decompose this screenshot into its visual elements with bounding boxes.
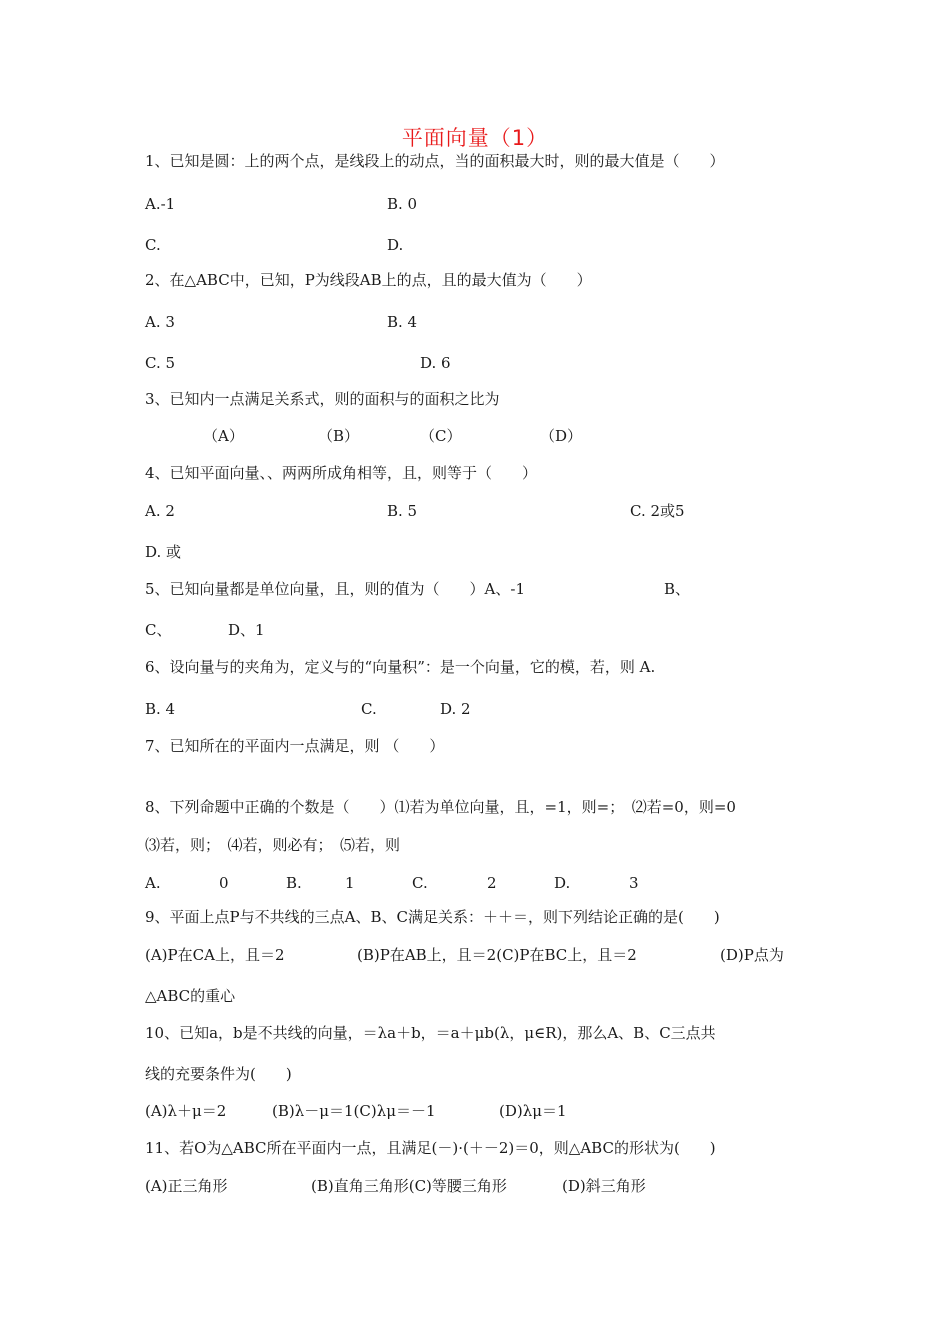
question-7-stem: 7、已知所在的平面内一点满足，则 （ ） — [145, 737, 445, 755]
question-11-stem: 11、若O为△ABC所在平面内一点，且满足(－)·(＋－2)＝0，则△ABC的形状为( ) — [145, 1139, 716, 1157]
question-1-stem: 1、已知是圆：上的两个点，是线段上的动点，当的面积最大时，则的最大值是（ ） — [145, 152, 725, 170]
question-8-statements: ⑶若，则； ⑷若，则必有； ⑸若，则 — [145, 836, 401, 854]
question-10-option-b-c: (B)λ－μ＝1(C)λμ＝－1 — [272, 1102, 436, 1120]
question-3-option-a: （A） — [203, 427, 244, 445]
question-8-option-d-label: D. — [554, 874, 571, 892]
question-2-option-c: C. 5 — [145, 354, 176, 372]
question-2-option-a: A. 3 — [145, 313, 175, 331]
question-8-option-b-value: 1 — [345, 874, 355, 892]
question-8-option-a-value: 0 — [219, 874, 229, 892]
question-6-option-c: C. — [361, 700, 377, 718]
question-2-option-b: B. 4 — [387, 313, 418, 331]
question-8-option-c-label: C. — [412, 874, 428, 892]
question-9-option-b-c: (B)P在AB上，且＝2(C)P在BC上，且＝2 — [357, 946, 637, 964]
question-5-option-c: C、 — [145, 621, 172, 639]
question-9-stem: 9、平面上点P与不共线的三点A、B、C满足关系：＋＋＝，则下列结论正确的是( ) — [145, 908, 720, 926]
question-1-option-d: D. — [387, 236, 404, 254]
question-11-option-b-c: (B)直角三角形(C)等腰三角形 — [311, 1177, 507, 1195]
question-6-option-d: D. 2 — [440, 700, 471, 718]
question-5-option-d: D、1 — [228, 621, 265, 639]
question-10-stem: 10、已知a，b是不共线的向量，＝λa＋b，＝a＋μb(λ，μ∈R)，那么A、B、C三点共 — [145, 1024, 716, 1042]
question-10-option-a: (A)λ＋μ＝2 — [145, 1102, 227, 1120]
question-10-stem-continued: 线的充要条件为( ) — [145, 1065, 292, 1083]
question-6-stem: 6、设向量与的夹角为，定义与的“向量积”：是一个向量，它的模，若，则 A. — [145, 658, 656, 676]
question-3-stem: 3、已知内一点满足关系式，则的面积与的面积之比为 — [145, 390, 500, 408]
question-4-option-b: B. 5 — [387, 502, 418, 520]
question-8-option-c-value: 2 — [487, 874, 497, 892]
question-8-option-b-label: B. — [286, 874, 302, 892]
question-2-option-d: D. 6 — [420, 354, 451, 372]
question-10-option-d: (D)λμ＝1 — [499, 1102, 567, 1120]
question-8-option-a-label: A. — [145, 874, 161, 892]
question-9-option-d: (D)P点为 — [720, 946, 784, 964]
question-1-option-b: B. 0 — [387, 195, 418, 213]
question-11-option-d: (D)斜三角形 — [562, 1177, 646, 1195]
question-1-option-a: A.-1 — [145, 195, 176, 213]
question-5-option-b: B、 — [664, 580, 691, 598]
question-4-option-d: D. 或 — [145, 543, 182, 561]
question-4-stem: 4、已知平面向量、、两两所成角相等，且，则等于（ ） — [145, 464, 538, 482]
question-11-option-a: (A)正三角形 — [145, 1177, 228, 1195]
question-9-option-d-continued: △ABC的重心 — [145, 987, 236, 1005]
question-3-option-c: （C） — [420, 427, 462, 445]
question-1-option-c: C. — [145, 236, 161, 254]
question-4-option-c: C. 2或5 — [630, 502, 685, 520]
question-2-stem: 2、在△ABC中，已知，P为线段AB上的点，且的最大值为（ ） — [145, 271, 592, 289]
question-8-stem: 8、下列命题中正确的个数是（ ）⑴若为单位向量，且，=1，则=； ⑵若=0，则=0 — [145, 798, 736, 816]
question-6-option-b: B. 4 — [145, 700, 176, 718]
question-3-option-d: （D） — [540, 427, 583, 445]
question-4-option-a: A. 2 — [145, 502, 175, 520]
question-3-option-b: （B） — [318, 427, 360, 445]
question-8-option-d-value: 3 — [629, 874, 639, 892]
question-9-option-a: (A)P在CA上，且＝2 — [145, 946, 285, 964]
page-title: 平面向量（1） — [401, 126, 549, 150]
question-5-stem: 5、已知向量都是单位向量，且，则的值为（ ）A、-1 — [145, 580, 525, 598]
